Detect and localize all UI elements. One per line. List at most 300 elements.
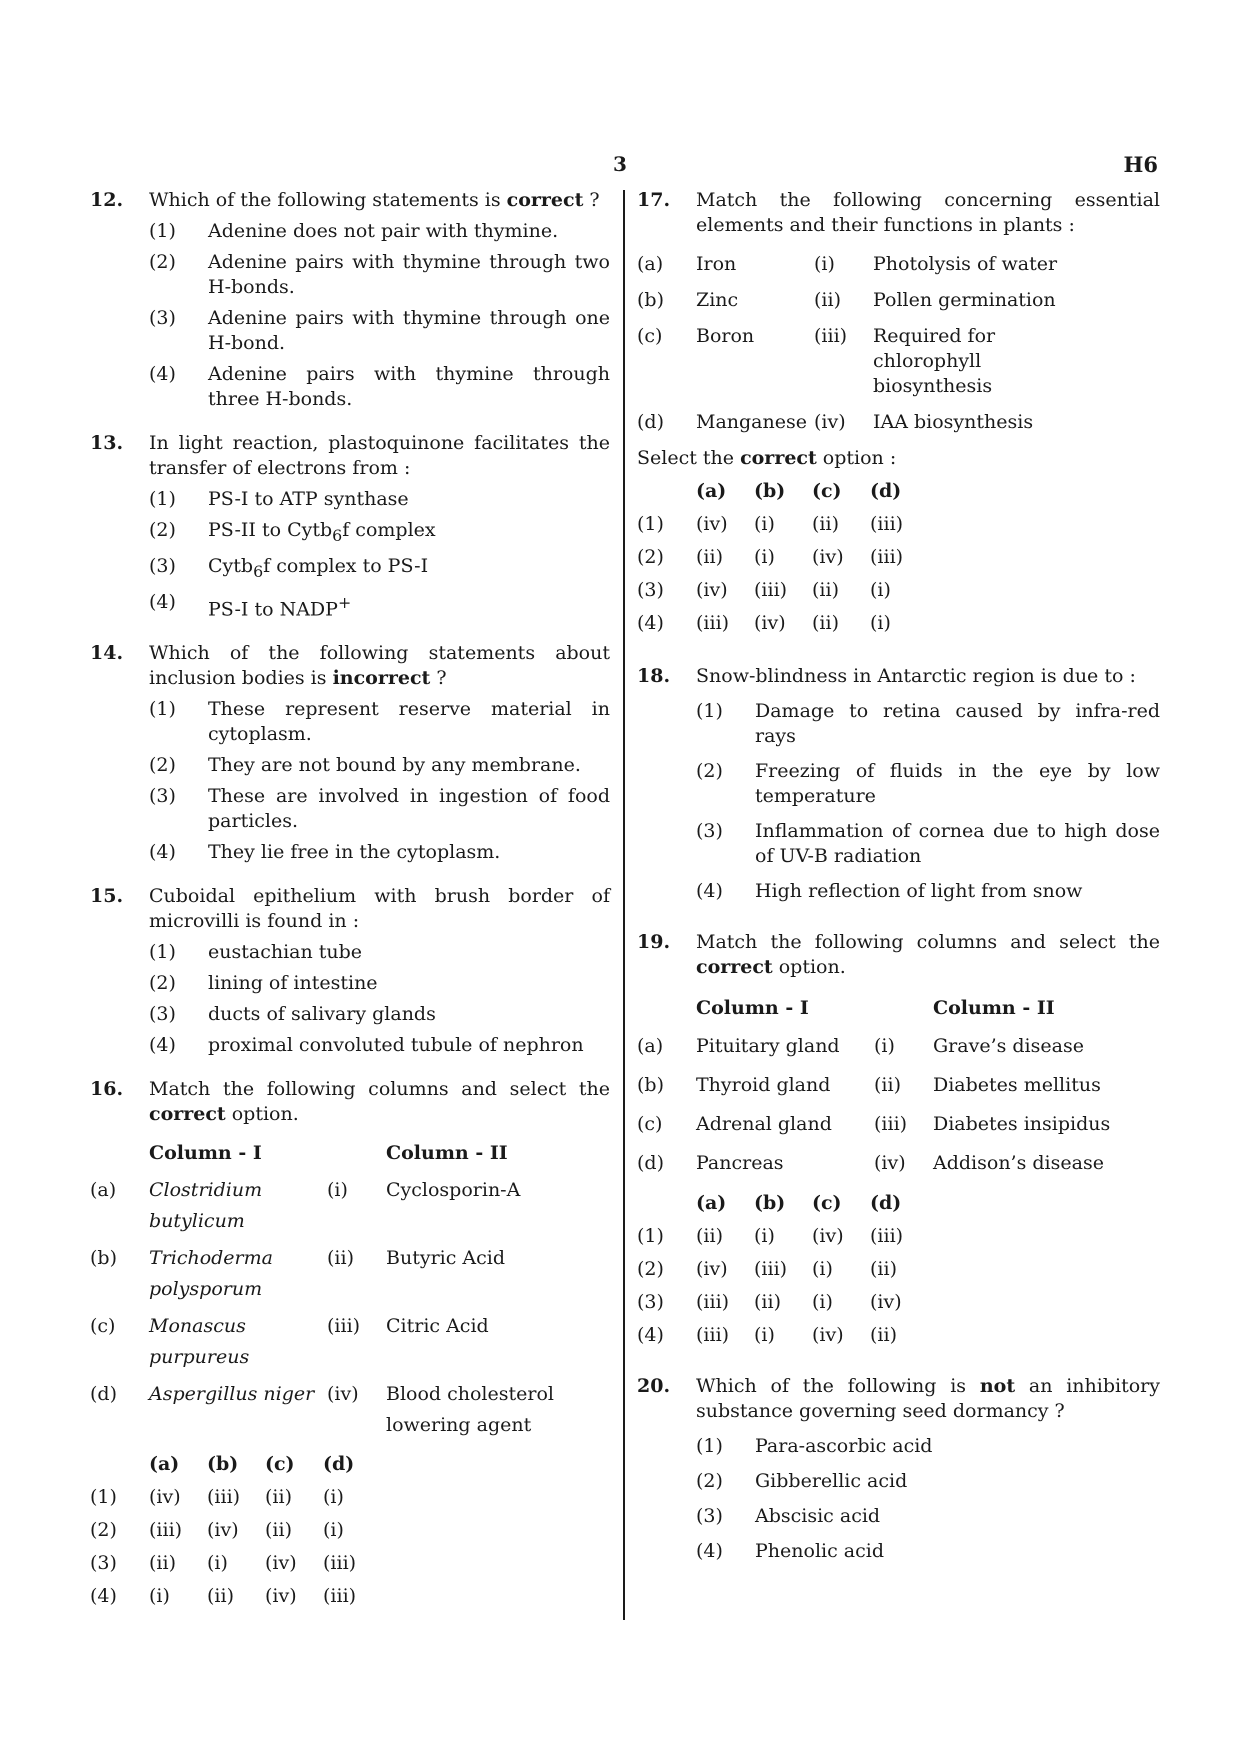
answer-cell: (i) <box>323 1485 344 1508</box>
option-4 <box>149 590 610 622</box>
answer-cell: (ii) <box>265 1518 292 1541</box>
instruction-text: Select the <box>637 447 741 469</box>
answer-cell: (iv) <box>696 513 728 535</box>
option-text <box>208 518 610 548</box>
answer-row <box>90 1514 381 1547</box>
question-15 <box>90 884 610 1058</box>
answer-number: (4) <box>637 1324 664 1346</box>
row-roman: (i) <box>327 1178 348 1201</box>
option-2 <box>696 759 1160 809</box>
answer-cell: (i) <box>870 579 891 601</box>
question-19 <box>637 930 1160 1352</box>
column-1-item: Pituitary gland <box>696 1035 840 1057</box>
column-2-item: Addison’s disease <box>933 1152 1104 1174</box>
option-text: Abscisic acid <box>755 1505 881 1527</box>
option-number: (4) <box>149 1033 176 1056</box>
match-table <box>90 1135 586 1444</box>
item-line: Blood cholesterol <box>386 1382 554 1405</box>
option-2 <box>149 971 610 996</box>
answer-head: (c) <box>812 1192 842 1214</box>
question-stem <box>149 188 610 213</box>
option-number: (1) <box>696 700 723 722</box>
item-line: biosynthesis <box>873 375 993 397</box>
answer-row <box>637 508 928 541</box>
answer-cell: (i) <box>149 1584 170 1607</box>
option-number: (1) <box>149 697 176 720</box>
answer-cell: (i) <box>754 546 775 568</box>
answer-cell: (iii) <box>696 1324 730 1346</box>
question-20 <box>637 1374 1160 1564</box>
option-number: (2) <box>696 760 723 782</box>
column-1-item: Manganese <box>696 411 807 433</box>
option-text <box>208 590 610 622</box>
answer-cell: (iii) <box>323 1584 357 1607</box>
column-2-item: Diabetes mellitus <box>933 1074 1101 1096</box>
row-label: (c) <box>637 325 663 347</box>
answer-cell: (iv) <box>696 579 728 601</box>
row-label: (d) <box>90 1382 117 1405</box>
option-text: These are involved in ingestion of food particles. <box>208 784 610 832</box>
option-number: (4) <box>149 840 176 863</box>
answer-head: (d) <box>323 1452 355 1475</box>
match-row <box>637 280 1103 316</box>
answer-cell: (iv) <box>696 1258 728 1280</box>
column-1-item: Adrenal gland <box>696 1113 832 1135</box>
option-number: (2) <box>696 1470 723 1492</box>
select-instruction <box>637 446 1160 471</box>
answer-number: (2) <box>637 546 664 568</box>
column-2-item: Diabetes insipidus <box>933 1113 1111 1135</box>
answer-cell: (iii) <box>870 513 904 535</box>
answer-number: (3) <box>637 579 664 601</box>
row-label: (c) <box>90 1314 116 1337</box>
option-text: Damage to retina caused by infra-red rays <box>755 700 1160 747</box>
answer-cell: (i) <box>812 1258 833 1280</box>
option-number: (1) <box>149 940 176 963</box>
item-line: Required for chlorophyll <box>873 325 996 372</box>
option-number: (2) <box>149 519 176 541</box>
row-label: (b) <box>637 1074 664 1096</box>
answer-cell: (iv) <box>265 1584 297 1607</box>
option-1 <box>149 940 610 965</box>
row-roman: (iii) <box>874 1113 908 1135</box>
superscript: + <box>337 592 352 612</box>
row-roman: (iv) <box>814 411 846 433</box>
column-2-item: Pollen germination <box>873 289 1056 311</box>
option-text: Phenolic acid <box>755 1540 884 1562</box>
answer-cell: (iii) <box>323 1551 357 1574</box>
question-18 <box>637 664 1160 904</box>
stem-emphasis: correct <box>149 1102 226 1125</box>
question-stem: Match the following concerning essential elements and their functions in plants : <box>696 189 1160 236</box>
row-label: (d) <box>637 411 664 433</box>
stem-text: ? <box>583 189 600 211</box>
answer-cell: (ii) <box>265 1485 292 1508</box>
stem-text: Which of the following is <box>696 1375 980 1397</box>
option-number: (3) <box>149 554 176 577</box>
subscript: 6 <box>253 561 264 581</box>
question-number: 18. <box>637 665 671 687</box>
answer-row <box>637 1220 928 1253</box>
option-text: Inflammation of cornea due to high dose of UV-B radiation <box>755 820 1160 867</box>
match-row <box>90 1240 586 1308</box>
option-number: (4) <box>696 880 723 902</box>
option-number: (3) <box>149 307 176 329</box>
option-number: (1) <box>149 220 176 242</box>
match-row <box>90 1376 586 1444</box>
answer-grid <box>637 475 928 640</box>
option-4 <box>696 1539 1160 1564</box>
answer-cell: (iii) <box>870 546 904 568</box>
answer-cell: (iv) <box>812 546 844 568</box>
option-number: (4) <box>149 363 176 385</box>
option-number: (1) <box>149 488 176 510</box>
page-number: 3 <box>613 152 627 176</box>
answer-cell: (iii) <box>207 1485 241 1508</box>
item-line: Clostridium <box>149 1178 263 1201</box>
option-number: (2) <box>149 753 176 776</box>
instruction-text: option : <box>816 447 897 469</box>
column-1-item <box>149 1240 327 1308</box>
stem-emphasis: correct <box>696 956 773 978</box>
answer-cell: (iv) <box>870 1291 902 1313</box>
question-number: 19. <box>637 931 671 953</box>
column-1-item: Zinc <box>696 289 739 311</box>
answer-cell: (iv) <box>812 1324 844 1346</box>
question-stem <box>696 930 1160 980</box>
answer-row <box>637 1286 928 1319</box>
column-1-item <box>149 1308 327 1376</box>
right-column <box>637 188 1160 1583</box>
question-stem: In light reaction, plastoquinone facilitates the transfer of electrons from : <box>149 432 610 479</box>
column-2-item: IAA biosynthesis <box>873 411 1034 433</box>
item-line: butylicum <box>149 1209 245 1232</box>
item-line: Trichoderma <box>149 1246 273 1269</box>
question-stem: Cuboidal epithelium with brush border of microvilli is found in : <box>149 884 610 932</box>
option-text: Adenine does not pair with thymine. <box>208 220 559 242</box>
match-row <box>637 1105 1123 1144</box>
answer-head: (b) <box>207 1452 239 1475</box>
column-1-item: Thyroid gland <box>696 1074 831 1096</box>
match-table <box>637 990 1123 1183</box>
option-2 <box>149 518 610 548</box>
option-3 <box>696 1504 1160 1529</box>
option-text: They are not bound by any membrane. <box>208 753 581 776</box>
question-stem: Snow-blindness in Antarctic region is due to : <box>696 665 1136 687</box>
option-text: Adenine pairs with thymine through two H-bonds. <box>208 251 610 298</box>
item-line: Monascus <box>149 1314 246 1337</box>
row-roman: (i) <box>814 253 835 275</box>
answer-cell: (iii) <box>696 1291 730 1313</box>
option-3 <box>149 1002 610 1027</box>
answer-number: (3) <box>637 1291 664 1313</box>
option-text: They lie free in the cytoplasm. <box>208 840 501 863</box>
option-text: High reflection of light from snow <box>755 880 1083 902</box>
left-column <box>90 188 610 1632</box>
option-text: proximal convoluted tubule of nephron <box>208 1033 584 1056</box>
match-table <box>637 246 1103 438</box>
stem-emphasis: incorrect <box>332 666 431 689</box>
answer-cell: (ii) <box>754 1291 781 1313</box>
answer-cell: (ii) <box>812 579 839 601</box>
question-16 <box>90 1077 610 1613</box>
row-label: (a) <box>637 1035 664 1057</box>
question-14 <box>90 641 610 865</box>
row-label: (d) <box>637 1152 664 1174</box>
answer-cell: (ii) <box>870 1324 897 1346</box>
answer-cell: (i) <box>754 513 775 535</box>
column-2-item: Cyclosporin-A <box>386 1178 521 1201</box>
answer-cell: (iii) <box>149 1518 183 1541</box>
answer-cell: (i) <box>207 1551 228 1574</box>
column-1-item: Boron <box>696 325 755 347</box>
item-line: polysporum <box>149 1277 263 1300</box>
match-row <box>637 316 1103 402</box>
answer-row <box>637 1319 928 1352</box>
answer-row <box>90 1481 381 1514</box>
answer-row <box>90 1580 381 1613</box>
answer-cell: (ii) <box>696 1225 723 1247</box>
option-text: Gibberellic acid <box>755 1470 908 1492</box>
question-13 <box>90 431 610 622</box>
option-4 <box>149 840 610 865</box>
option-text-part: f complex to PS-I <box>263 554 429 577</box>
answer-header-row <box>637 475 928 508</box>
answer-cell: (ii) <box>696 546 723 568</box>
stem-text: Match the following columns and select the <box>696 931 1160 953</box>
instruction-emphasis: correct <box>740 447 817 469</box>
option-4 <box>149 1033 610 1058</box>
stem-text: an inhibitory substance governing seed dormancy ? <box>696 1375 1160 1422</box>
answer-cell: (iv) <box>265 1551 297 1574</box>
row-label: (b) <box>637 289 664 311</box>
question-number: 14. <box>90 641 124 664</box>
match-row <box>90 1172 586 1240</box>
answer-cell: (i) <box>754 1324 775 1346</box>
option-text: PS-I to ATP synthase <box>208 488 409 510</box>
column-1-header: Column - I <box>149 1141 262 1164</box>
answer-cell: (i) <box>812 1291 833 1313</box>
question-stem <box>696 1374 1160 1424</box>
option-1 <box>149 219 610 244</box>
question-stem <box>149 641 610 691</box>
answer-cell: (i) <box>870 612 891 634</box>
row-roman: (iii) <box>814 325 848 347</box>
question-number: 20. <box>637 1375 671 1397</box>
item-line: purpureus <box>149 1345 250 1368</box>
option-text: Freezing of fluids in the eye by low temperature <box>755 760 1160 807</box>
option-text-part: Cytb <box>208 554 254 577</box>
row-roman: (iv) <box>327 1382 359 1405</box>
option-text: lining of intestine <box>208 971 378 994</box>
answer-cell: (ii) <box>812 612 839 634</box>
column-2-item: Photolysis of water <box>873 253 1058 275</box>
question-number: 15. <box>90 884 124 907</box>
match-row <box>637 246 1103 280</box>
option-number: (4) <box>696 1540 723 1562</box>
option-3 <box>149 784 610 834</box>
answer-head: (c) <box>265 1452 295 1475</box>
column-divider <box>623 190 625 1620</box>
match-header-row <box>90 1135 586 1172</box>
option-number: (2) <box>149 251 176 273</box>
column-2-item <box>873 316 1103 402</box>
option-number: (4) <box>149 590 176 613</box>
row-roman: (ii) <box>327 1246 354 1269</box>
answer-head: (d) <box>870 1192 902 1214</box>
answer-grid <box>637 1187 928 1352</box>
match-row <box>637 1027 1123 1066</box>
column-1-item: Pancreas <box>696 1152 784 1174</box>
answer-number: (3) <box>90 1551 117 1574</box>
match-header-row <box>637 990 1123 1027</box>
answer-cell: (ii) <box>149 1551 176 1574</box>
option-number: (1) <box>696 1435 723 1457</box>
answer-header-row <box>637 1187 928 1220</box>
match-row <box>637 1066 1123 1105</box>
answer-cell: (ii) <box>812 513 839 535</box>
option-number: (3) <box>696 1505 723 1527</box>
answer-cell: (iv) <box>812 1225 844 1247</box>
question-12 <box>90 188 610 412</box>
answer-cell: (iii) <box>696 612 730 634</box>
option-number: (3) <box>696 820 723 842</box>
answer-cell: (i) <box>323 1518 344 1541</box>
column-2-item <box>386 1376 586 1444</box>
answer-cell: (iv) <box>149 1485 181 1508</box>
question-number: 17. <box>637 189 671 211</box>
option-2 <box>149 753 610 778</box>
column-2-header: Column - II <box>933 997 1055 1019</box>
row-label: (a) <box>90 1178 117 1201</box>
option-2 <box>696 1469 1160 1494</box>
option-2 <box>149 250 610 300</box>
answer-cell: (i) <box>754 1225 775 1247</box>
row-label: (c) <box>637 1113 663 1135</box>
column-1-item: Iron <box>696 253 737 275</box>
answer-row <box>637 574 928 607</box>
answer-row <box>637 607 928 640</box>
answer-grid <box>90 1448 381 1613</box>
option-text: Adenine pairs with thymine through one H-bond. <box>208 307 610 354</box>
row-roman: (iv) <box>874 1152 906 1174</box>
option-1 <box>696 699 1160 749</box>
answer-cell: (ii) <box>870 1258 897 1280</box>
option-text: These represent reserve material in cytoplasm. <box>208 697 610 745</box>
option-3 <box>149 554 610 584</box>
row-roman: (i) <box>874 1035 895 1057</box>
answer-cell: (iii) <box>754 1258 788 1280</box>
answer-head: (b) <box>754 480 786 502</box>
subscript: 6 <box>332 525 343 545</box>
match-row <box>637 402 1103 438</box>
match-row <box>90 1308 586 1376</box>
option-text: Para-ascorbic acid <box>755 1435 933 1457</box>
answer-head: (c) <box>812 480 842 502</box>
option-1 <box>696 1434 1160 1459</box>
stem-emphasis: correct <box>506 189 584 211</box>
option-4 <box>696 879 1160 904</box>
answer-head: (b) <box>754 1192 786 1214</box>
option-text <box>208 554 610 584</box>
column-1-item <box>149 1172 327 1240</box>
answer-cell: (iv) <box>207 1518 239 1541</box>
option-1 <box>149 487 610 512</box>
stem-text: Which of the following statements about inclusion bodies is <box>149 641 610 689</box>
question-number: 12. <box>90 189 124 211</box>
question-17 <box>637 188 1160 640</box>
option-text: Adenine pairs with thymine through three H-bonds. <box>208 363 610 410</box>
answer-number: (2) <box>90 1518 117 1541</box>
option-3 <box>696 819 1160 869</box>
column-1-item: Aspergillus niger <box>149 1382 315 1405</box>
option-number: (2) <box>149 971 176 994</box>
answer-cell: (iii) <box>754 579 788 601</box>
answer-number: (2) <box>637 1258 664 1280</box>
stem-text: ? <box>430 666 447 689</box>
answer-row <box>637 1253 928 1286</box>
stem-text: Which of the following statements is <box>149 189 507 211</box>
column-2-item: Grave’s disease <box>933 1035 1084 1057</box>
answer-head: (d) <box>870 480 902 502</box>
option-4 <box>149 362 610 412</box>
answer-head: (a) <box>149 1452 180 1475</box>
row-label: (b) <box>90 1246 117 1269</box>
answer-cell: (ii) <box>207 1584 234 1607</box>
column-1-header: Column - I <box>696 997 809 1019</box>
option-text: eustachian tube <box>208 940 363 963</box>
question-number: 13. <box>90 432 124 454</box>
row-label: (a) <box>637 253 664 275</box>
answer-row <box>637 541 928 574</box>
answer-cell: (iv) <box>754 612 786 634</box>
match-row <box>637 1144 1123 1183</box>
answer-number: (4) <box>90 1584 117 1607</box>
option-number: (3) <box>149 784 176 807</box>
item-line: lowering agent <box>386 1413 532 1436</box>
paper-code: H6 <box>1123 152 1158 177</box>
answer-head: (a) <box>696 480 727 502</box>
question-stem <box>149 1077 610 1127</box>
option-text: ducts of salivary glands <box>208 1002 436 1025</box>
answer-header-row <box>90 1448 381 1481</box>
option-1 <box>149 697 610 747</box>
answer-number: (1) <box>637 1225 664 1247</box>
stem-text: option. <box>772 956 846 978</box>
stem-emphasis: not <box>979 1375 1016 1397</box>
answer-head: (a) <box>696 1192 727 1214</box>
row-roman: (ii) <box>814 289 841 311</box>
answer-number: (1) <box>90 1485 117 1508</box>
option-3 <box>149 306 610 356</box>
answer-row <box>90 1547 381 1580</box>
option-text-part: f complex <box>342 519 436 541</box>
column-2-item: Butyric Acid <box>386 1246 506 1269</box>
option-text-part: PS-I to NADP <box>208 597 338 620</box>
option-number: (3) <box>149 1002 176 1025</box>
answer-number: (4) <box>637 612 664 634</box>
answer-cell: (iii) <box>870 1225 904 1247</box>
question-number: 16. <box>90 1077 124 1100</box>
stem-text: option. <box>225 1102 299 1125</box>
column-2-header: Column - II <box>386 1141 508 1164</box>
option-text-part: PS-II to Cytb <box>208 519 333 541</box>
row-roman: (iii) <box>327 1314 361 1337</box>
stem-text: Match the following columns and select the <box>149 1077 610 1100</box>
answer-number: (1) <box>637 513 664 535</box>
column-2-item: Citric Acid <box>386 1314 489 1337</box>
row-roman: (ii) <box>874 1074 901 1096</box>
